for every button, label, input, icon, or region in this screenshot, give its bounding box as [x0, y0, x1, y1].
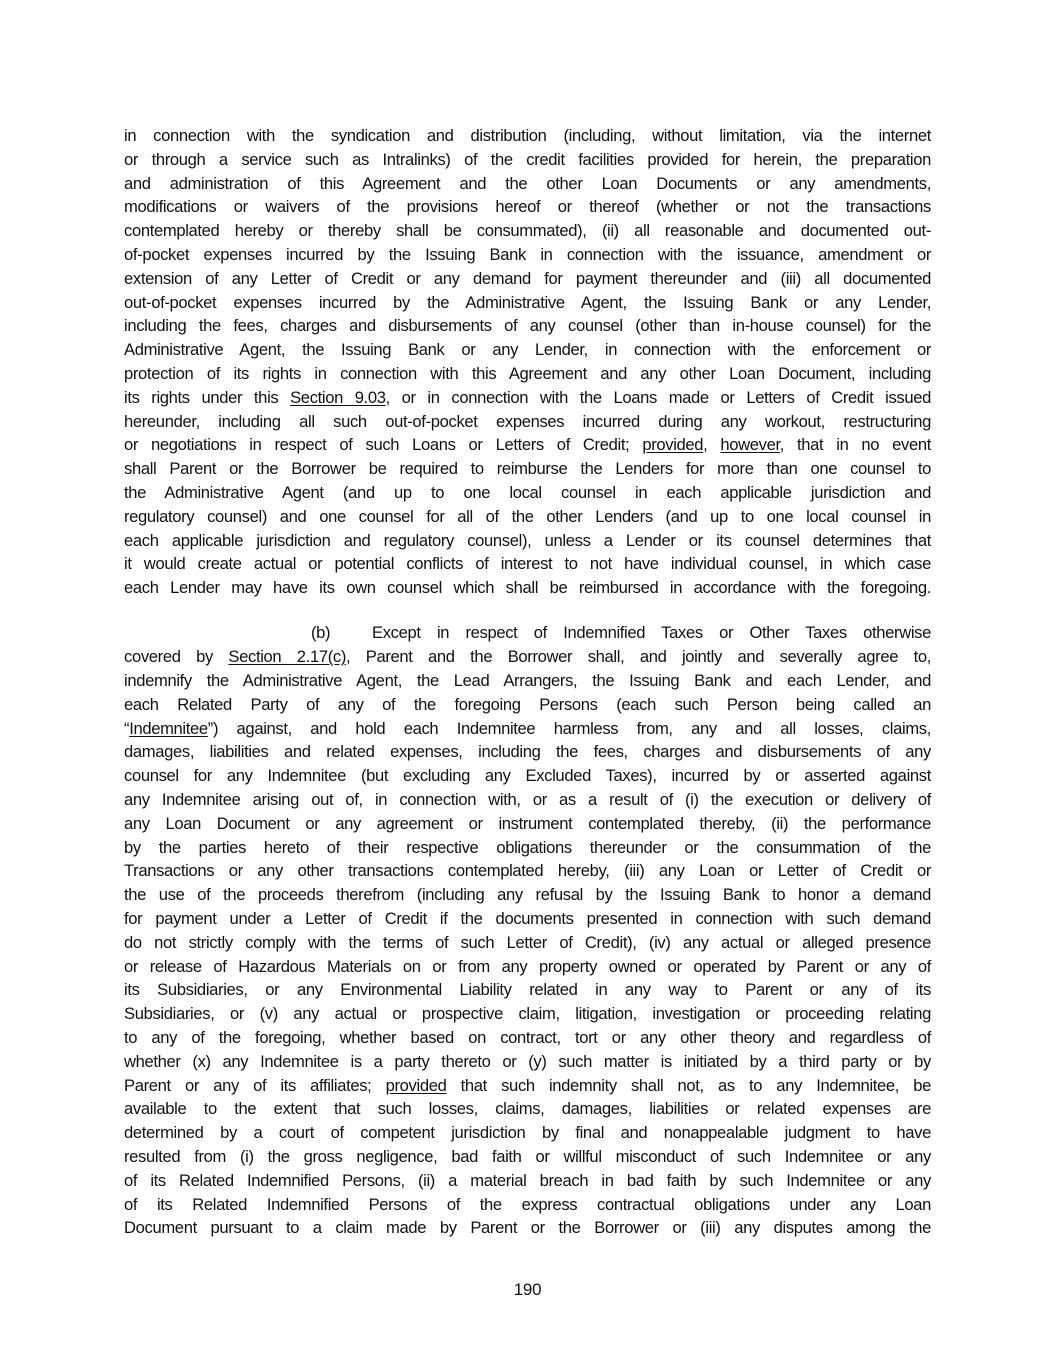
- text-line: [124, 291, 931, 315]
- line-text: covered by: [124, 647, 229, 667]
- line-text: Except in respect of Indemnified Taxes or Other Taxes otherwise: [372, 623, 931, 643]
- line-text: determined by a court of competent jurisdiction by final and nonappealable judgment to have: [124, 1123, 931, 1143]
- text-line: [124, 621, 931, 645]
- text-line: [124, 717, 931, 741]
- text-line: [124, 124, 931, 148]
- line-text: including the fees, charges and disbursements of any counsel (other than in-house counsel) for the: [124, 316, 931, 336]
- text-line: [124, 788, 931, 812]
- line-text: do not strictly comply with the terms of such Letter of Credit), (iv) any actual or alleged presence: [124, 932, 931, 952]
- text-line: [124, 148, 931, 172]
- cross-reference-underlined: however: [720, 435, 780, 455]
- line-text: Administrative Agent, the Issuing Bank or any Lender, in connection with the enforcement or: [124, 340, 931, 360]
- line-text: protection of its rights in connection with this Agreement and any other Loan Document, including: [124, 363, 931, 383]
- text-line: [124, 1050, 931, 1074]
- line-text: damages, liabilities and related expenses, including the fees, charges and disbursements of any: [124, 742, 931, 762]
- text-line: [124, 338, 931, 362]
- cross-reference-underlined: Section 2.17(c): [228, 647, 346, 667]
- text-line: [124, 195, 931, 219]
- text-line: [124, 410, 931, 434]
- text-line: [124, 740, 931, 764]
- text-line: [124, 1121, 931, 1145]
- line-text: Parent or any of its affiliates;: [124, 1075, 386, 1095]
- line-text: contemplated hereby or thereby shall be consummated), (ii) all reasonable and documented out-: [124, 221, 931, 241]
- page-number: 190: [513, 1280, 542, 1299]
- cross-reference-underlined: provided: [385, 1075, 447, 1095]
- line-text: by the parties hereto of their respective obligations thereunder or the consummation of the: [124, 837, 931, 857]
- text-line: [124, 386, 931, 410]
- paragraph-b-indemnification: [124, 621, 931, 1240]
- text-line: [124, 764, 931, 788]
- cross-reference-underlined: provided: [642, 435, 704, 455]
- text-line: [124, 1002, 931, 1026]
- line-text: resulted from (i) the gross negligence, bad faith or willful misconduct of such Indemnitee or any: [124, 1146, 931, 1166]
- line-text: “: [124, 718, 130, 738]
- line-text: or negotiations in respect of such Loans or Letters of Credit;: [124, 435, 643, 455]
- text-line: [124, 1074, 931, 1098]
- line-text: Subsidiaries, or (v) any actual or prospective claim, litigation, investigation or proceeding relating: [124, 1004, 931, 1024]
- text-line: [124, 978, 931, 1002]
- line-text: and administration of this Agreement and the other Loan Documents or any amendments,: [124, 173, 931, 193]
- line-text: of its Related Indemnified Persons of the express contractual obligations under any Loan: [124, 1194, 931, 1214]
- text-line: [124, 267, 931, 291]
- text-line: [124, 314, 931, 338]
- line-text: or through a service such as Intralinks) of the credit facilities provided for herein, the preparation: [124, 149, 931, 169]
- line-text: any Indemnitee arising out of, in connection with, or as a result of (i) the execution or delivery of: [124, 790, 931, 810]
- line-text: each Related Party of any of the foregoing Persons (each such Person being called an: [124, 694, 931, 714]
- line-text: for payment under a Letter of Credit if the documents presented in connection with such demand: [124, 909, 931, 928]
- text-line: [124, 552, 931, 576]
- text-line: [124, 457, 931, 481]
- line-text: , or in connection with the Loans made or Letters of Credit issued: [385, 387, 931, 407]
- line-text: modifications or waivers of the provisions hereof or thereof (whether or not the transactions: [124, 197, 931, 217]
- line-text: available to the extent that such losses, claims, damages, liabilities or related expenses are: [124, 1099, 931, 1119]
- line-text: out-of-pocket expenses incurred by the Administrative Agent, the Issuing Bank or any Lender,: [124, 292, 931, 312]
- line-text: in connection with the syndication and distribution (including, without limitation, via the internet: [124, 126, 931, 145]
- line-text: each Lender may have its own counsel which shall be reimbursed in accordance with the foregoing.: [124, 578, 931, 598]
- text-line: [124, 693, 931, 717]
- text-line: [124, 1145, 931, 1169]
- line-text: Transactions or any other transactions contemplated hereby, (iii) any Loan or Letter of Credit or: [124, 861, 931, 881]
- cross-reference-underlined: Section 9.03: [290, 387, 386, 407]
- text-line: [124, 1097, 931, 1121]
- text-line: [124, 433, 931, 457]
- text-line: [124, 955, 931, 979]
- text-line: [124, 219, 931, 243]
- line-text: counsel for any Indemnitee (but excluding any Excluded Taxes), incurred by or asserted against: [124, 766, 931, 786]
- text-line: [124, 836, 931, 860]
- text-line: [124, 243, 931, 267]
- text-line: [124, 859, 931, 883]
- section-label: (b): [311, 623, 331, 643]
- line-text: its Subsidiaries, or any Environmental Liability related in any way to Parent or any of its: [124, 980, 931, 1000]
- text-line: [124, 645, 931, 669]
- text-line: [124, 481, 931, 505]
- line-text: each applicable jurisdiction and regulatory counsel), unless a Lender or its counsel determines that: [124, 530, 931, 550]
- text-line: [124, 505, 931, 529]
- line-text: its rights under this: [124, 387, 291, 407]
- line-text: ”) against, and hold each Indemnitee harmless from, any and all losses, claims,: [207, 718, 931, 738]
- text-line: [124, 812, 931, 836]
- text-line: [124, 576, 931, 600]
- line-text: of-pocket expenses incurred by the Issuing Bank in connection with the issuance, amendment or: [124, 244, 931, 264]
- line-text: it would create actual or potential conflicts of interest to not have individual counsel, in which case: [124, 554, 931, 574]
- line-text: any Loan Document or any agreement or instrument contemplated thereby, (ii) the performance: [124, 813, 931, 833]
- line-text: whether (x) any Indemnitee is a party thereto or (y) such matter is initiated by a third party or by: [124, 1051, 931, 1071]
- text-line: [124, 1216, 931, 1240]
- cross-reference-underlined: Indemnitee: [129, 718, 208, 738]
- line-text: that such indemnity shall not, as to any Indemnitee, be: [446, 1075, 931, 1095]
- line-text: regulatory counsel) and one counsel for all of the other Lenders (and up to one local counsel in: [124, 506, 931, 526]
- document-page: [124, 124, 931, 1240]
- text-line: [124, 362, 931, 386]
- text-line: [124, 172, 931, 196]
- line-text: indemnify the Administrative Agent, the Lead Arrangers, the Issuing Bank and each Lender, and: [124, 671, 931, 691]
- line-text: , Parent and the Borrower shall, and jointly and severally agree to,: [346, 647, 931, 667]
- line-text: , that in no event: [779, 435, 931, 455]
- text-line: [124, 907, 931, 931]
- line-text: ,: [703, 435, 721, 455]
- line-text: shall Parent or the Borrower be required to reimburse the Lenders for more than one counsel to: [124, 459, 931, 479]
- text-line: [124, 883, 931, 907]
- text-line: [124, 529, 931, 553]
- line-text: the use of the proceeds therefrom (including any refusal by the Issuing Bank to honor a demand: [124, 885, 931, 905]
- line-text: to any of the foregoing, whether based on contract, tort or any other theory and regardless of: [124, 1027, 931, 1047]
- text-line: [124, 1026, 931, 1050]
- text-line: [124, 931, 931, 955]
- text-line: [124, 1193, 931, 1217]
- text-line: [124, 669, 931, 693]
- line-text: hereunder, including all such out-of-pocket expenses incurred during any workout, restructuring: [124, 411, 931, 431]
- line-text: the Administrative Agent (and up to one local counsel in each applicable jurisdiction and: [124, 482, 931, 502]
- line-text: or release of Hazardous Materials on or from any property owned or operated by Parent or any of: [124, 956, 931, 976]
- line-text: Document pursuant to a claim made by Parent or the Borrower or (iii) any disputes among the: [124, 1218, 931, 1238]
- text-line: [124, 1169, 931, 1193]
- paragraph-expenses: [124, 124, 931, 600]
- line-text: of its Related Indemnified Persons, (ii) a material breach in bad faith by such Indemnitee or any: [124, 1170, 931, 1190]
- line-text: extension of any Letter of Credit or any demand for payment thereunder and (iii) all documented: [124, 268, 931, 288]
